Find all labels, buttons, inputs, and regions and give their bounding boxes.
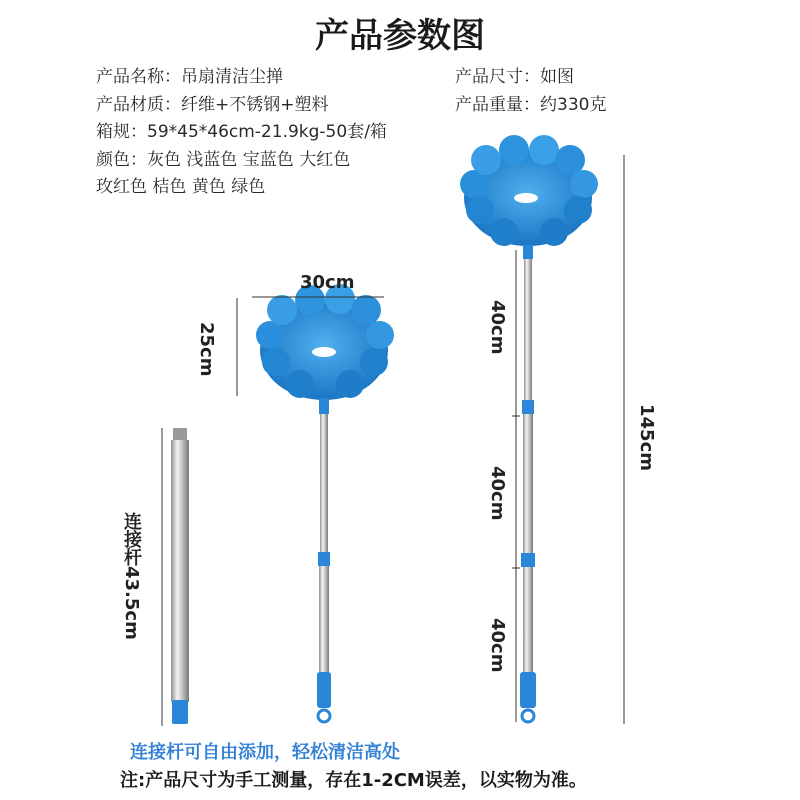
connector-length-label: 连接杆43.5cm xyxy=(121,512,142,640)
long-duster xyxy=(460,135,598,722)
spec-colors-2: 玫红色 桔色 黄色 绿色 xyxy=(96,177,266,197)
spec-box: 箱规：59*45*46cm-21.9kg-50套/箱 xyxy=(96,122,387,142)
segment-2-label: 40cm xyxy=(487,466,508,521)
spec-colors-1: 颜色：灰色 浅蓝色 宝蓝色 大红色 xyxy=(96,150,351,170)
height-label: 25cm xyxy=(196,322,217,377)
measurement-note: 注:产品尺寸为手工测量，存在1-2CM误差，以实物为准。 xyxy=(120,770,587,791)
spec-product-name: 产品名称：吊扇清洁尘掸 xyxy=(96,67,283,87)
segment-3-label: 40cm xyxy=(487,618,508,673)
duster-head-small xyxy=(256,284,394,400)
spec-weight: 产品重量：约330克 xyxy=(455,95,607,115)
page-title: 产品参数图 xyxy=(315,16,485,56)
spec-size: 产品尺寸：如图 xyxy=(455,67,574,87)
spec-material: 产品材质：纤维+不锈钢+塑料 xyxy=(96,95,329,115)
connector-rod xyxy=(171,428,189,724)
duster-head-large xyxy=(460,135,598,246)
total-length-label: 145cm xyxy=(636,404,657,471)
tagline: 连接杆可自由添加，轻松清洁高处 xyxy=(130,742,400,763)
width-label: 30cm xyxy=(300,272,355,293)
segment-1-label: 40cm xyxy=(487,300,508,355)
short-duster xyxy=(256,284,394,722)
